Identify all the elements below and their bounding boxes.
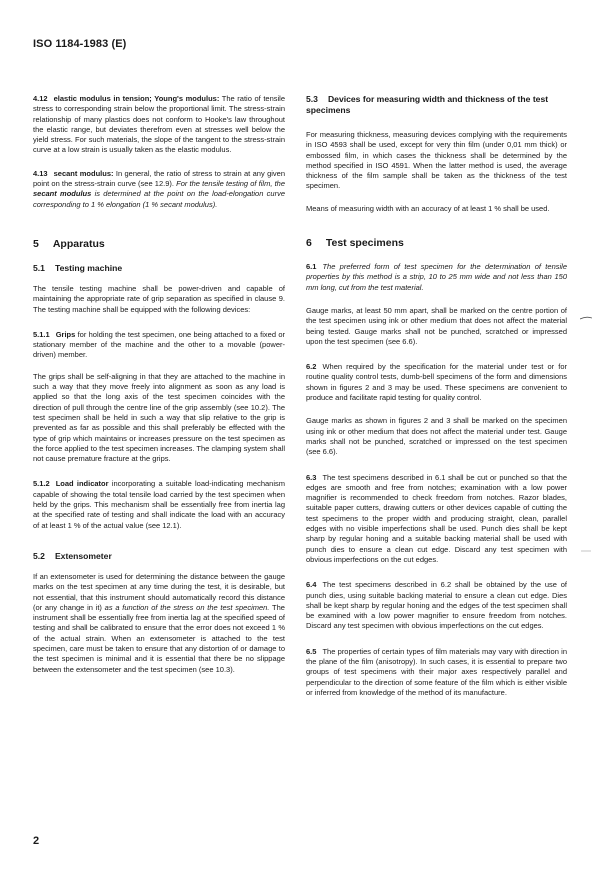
- section-5-heading: 5 Apparatus: [33, 237, 105, 250]
- document-header: ISO 1184-1983 (E): [33, 38, 127, 50]
- clause-text: In general, the ratio of stress to strain at any given point on the stress-strain curve (see 12.9).: [33, 168, 285, 189]
- term-heading: elastic modulus in tension; Young's modulus:: [53, 94, 220, 103]
- clause-4-13: [33, 169, 285, 210]
- clause-text: The properties of certain types of film materials may vary with direction in the plane of the film (anisotropy). In such cases, it is essential to prepare two groups of test specimens with their major axes respectively parallel and perpendicular to the direction of some feature of the film which is either visible or inferred from knowledge of the method of its manufacture.: [306, 646, 567, 697]
- clause-5-3: [306, 130, 567, 192]
- clause-text: The tensile testing machine shall be power-driven and capable of maintaining the appropriate rate of grip separation as specified in clause 9. The testing machine shall be equipped with the following devices:: [33, 283, 285, 314]
- left-column: [33, 94, 285, 690]
- term-heading: Load indicator: [55, 479, 109, 489]
- clause-5-1-2: [33, 479, 285, 530]
- clause-4-12: [33, 94, 285, 156]
- clause-6-5: [306, 647, 567, 698]
- clause-5-2: [33, 572, 285, 675]
- clause-italic-text-2: is determined at the point on the load-elongation curve corresponding to 1 % elongation (1 % secant modulus).: [33, 189, 285, 209]
- term-heading: secant modulus:: [53, 168, 114, 178]
- clause-italic-text: as a function of the stress on the test specimen.: [104, 602, 270, 612]
- clause-text: Gauge marks, at least 50 mm apart, shall be marked on the centre portion of the test specimen using ink or other medium that does not affect the material being tested. Gauge marks shall not be punched, scratched or impressed upon the test specimen (see 6.6).: [306, 305, 567, 346]
- clause-6-2-continued: [306, 416, 567, 457]
- clause-number: 4.12: [33, 94, 48, 103]
- clause-text: Means of measuring width with an accuracy of at least 1 % shall be used.: [306, 203, 550, 213]
- section-5-1-heading: 5.1 Testing machine: [33, 262, 123, 273]
- clause-5-1-1-continued: [33, 372, 285, 465]
- clause-6-2: [306, 362, 567, 403]
- clause-number: 6.1: [306, 262, 317, 272]
- clause-text: The ratio of tensile stress to corresponding strain below the proportional limit. The stress-strain relationship of many plastics does not conform to Hooke's law throughout the elastic range, but deviates therefrom even at stresses well below the yield stress. For such materials, the slope of the tangent to the stress-strain curve at a low strain is usually taken as the elastic modulus.: [33, 94, 286, 155]
- right-column: [306, 94, 567, 713]
- section-6-heading: 6 Test specimens: [306, 237, 404, 250]
- clause-number: 5.1.1: [33, 329, 50, 339]
- clause-text: If an extensometer is used for determining the distance between the gauge marks on the test specimen at any time during the test, it is desirable, but not essential, that this instrument should automatically record this distance (or any change in it): [33, 571, 285, 612]
- section-5-3-heading: 5.3 Devices for measuring width and thickness of the test specimens: [306, 94, 549, 115]
- clause-5-1: [33, 284, 285, 315]
- clause-6-3: [306, 473, 567, 566]
- clause-number: 6.2: [306, 362, 317, 372]
- clause-6-4: [306, 580, 567, 631]
- clause-number: 6.5: [306, 646, 317, 656]
- page-number: 2: [33, 835, 40, 847]
- clause-text: for holding the test specimen, one being attached to a fixed or stationary member of the machine and the other to a movable (power-driven) member.: [33, 329, 285, 360]
- clause-text: incorporating a suitable load-indicating mechanism capable of showing the total tensile load carried by the test specimen when held by the grips. This mechanism shall be essentially free from inertia lag at the specified rate of testing and shall indicate the load with an accuracy of at least 1 % of the actual value (see 12.1).: [33, 479, 285, 530]
- italic-term: secant modulus: [33, 189, 92, 199]
- clause-number: 4.13: [33, 168, 48, 178]
- margin-mark: [580, 316, 592, 320]
- clause-6-1-continued: [306, 306, 567, 347]
- clause-text: The preferred form of test specimen for the determination of tensile properties by this method is a strip, 10 to 25 mm wide and not less than 150 mm long, cut from the test material.: [306, 262, 567, 292]
- clause-text-2: The instrument shall be essentially free from inertia lag at the specified speed of testing and shall be calibrated to ensure that the error does not exceed 1 % of the actual strain. When an extensometer is attached to the test specimen, care must be taken to ensure that any distortion of or damage to the test specimen is minimal and it is essential that there be no slippage between the extensometer and the test specimen (see 10.3).: [33, 602, 285, 674]
- clause-text: For measuring thickness, measuring devices complying with the requirements in ISO 4593 shall be used, except for very thin film (under 0,01 mm thick) or embossed film, in which cases the thickness shall be determined by the method specified in ISO 4591. When the latter method is used, the average thickness of the film sample shall be taken as the thickness of the test specimen.: [306, 130, 567, 191]
- clause-italic-text: For the tensile testing of film, the: [176, 179, 286, 189]
- clause-text: Gauge marks as shown in figures 2 and 3 shall be marked on the specimen using ink or other medium that does not affect the material under test. Gauge marks shall not be punched, scratched or impressed on the test specimen (see 6.6).: [306, 416, 567, 457]
- clause-5-3-continued: [306, 204, 567, 214]
- clause-number: 6.3: [306, 472, 317, 482]
- clause-text: When required by the specification for the material under test or for routine quality control tests, dumb-bell specimens of the form and dimensions shown in figures 2 and 3 may be used. These specimens are convenient to produce and facilitate rapid testing for quality control.: [306, 362, 567, 403]
- clause-5-1-1: [33, 330, 285, 361]
- clause-number: 6.4: [306, 580, 317, 590]
- clause-text: The grips shall be self-aligning in that they are attached to the machine in such a way that they move freely into alignment as soon as any load is applied so that the long axis of the test specimen coincides with the direction of pull through the centre line of the grip assembly (see 10.2). The test specimen shall be held in such a way that slip relative to the grip is prevented as far as possible and this shall preferably be effected with the type of grip which maintains or increases pressure on the test specimen as the force applied to the test specimen increases. The clamping system shall not cause premature fracture at the grips.: [33, 371, 285, 464]
- clause-number: 5.1.2: [33, 479, 50, 489]
- term-heading: Grips: [55, 329, 76, 339]
- clause-6-1: [306, 262, 567, 293]
- clause-text: The test specimens described in 6.1 shall be cut or punched so that the edges are smooth and free from notches; examination with a low power magnifier is recommended to check freedom from notches. Razor blades, suitable paper cutters, drawing cutters or other devices capable of cutting the test specimens to the proper width and producing straight, clean, parallel edges with no visible imperfections shall be used. Punch dies shall be kept sharp by regular honing and a suitable backing material shall be used with punch dies to ensure a clean cut edge. Discard any test specimen with obvious imperfections on the cut edges.: [306, 472, 567, 564]
- section-5-2-heading: 5.2 Extensometer: [33, 550, 112, 561]
- margin-mark-faint: [581, 550, 591, 552]
- clause-text: The test specimens described in 6.2 shall be obtained by the use of punch dies, using suitable backing material to ensure a clean cut edge. Dies shall be kept sharp by regular honing and the edges of the test specimen shall be examined with a low power magnifier to ensure freedom from notches. Discard any test specimen with obvious imperfections on the cut edges.: [306, 580, 567, 631]
